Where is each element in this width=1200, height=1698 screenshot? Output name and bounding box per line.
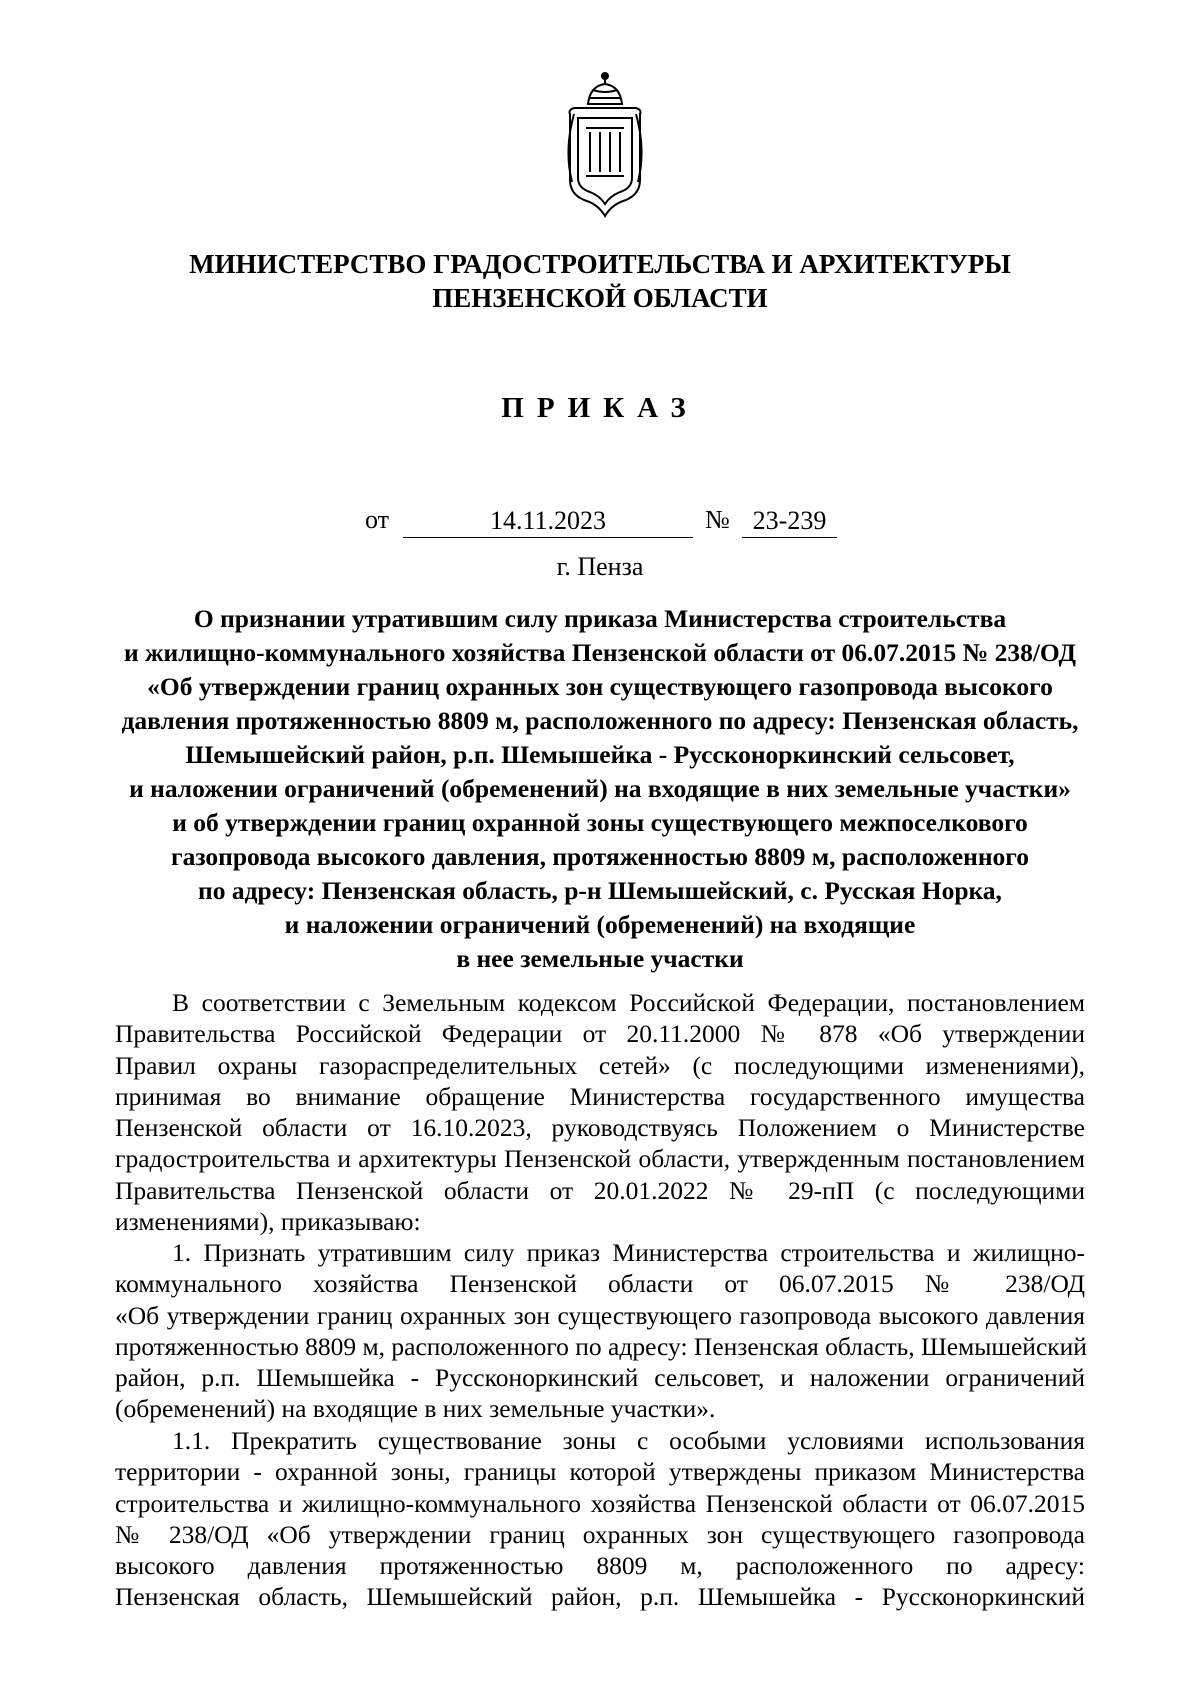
title-line: Шемышейский район, р.п. Шемышейка - Руссконоркинский сельсовет, — [185, 740, 1015, 769]
order-title — [110, 602, 1090, 976]
body-line: район, р.п. Шемышейка - Руссконоркинский сельсовет, и наложении ограничений — [115, 1363, 1085, 1393]
title-line: и об утверждении границ охранной зоны существующего межпоселкового — [172, 808, 1028, 837]
date-label: от — [365, 505, 390, 534]
number-label: № — [705, 505, 730, 534]
order-date: 14.11.2023 — [403, 505, 693, 538]
title-line: в нее земельные участки — [456, 944, 744, 973]
coat-of-arms-emblem — [560, 70, 650, 220]
title-line: и наложении ограничений (обременений) на входящие в них земельные участки» — [129, 774, 1071, 803]
ministry-name-line2: ПЕНЗЕНСКОЙ ОБЛАСТИ — [432, 283, 768, 313]
body-line: высокого давления протяженностью 8809 м, расположенного по адресу: — [115, 1551, 1085, 1581]
title-line: и жилищно-коммунального хозяйства Пензенской области от 06.07.2015 № 238/ОД — [123, 638, 1077, 667]
body-line: коммунального хозяйства Пензенской области от 06.07.2015 № 238/ОД — [115, 1269, 1085, 1299]
title-line: газопровода высокого давления, протяженностью 8809 м, расположенного — [170, 842, 1029, 871]
body-line: изменениями), приказываю: — [115, 1207, 421, 1237]
body-line: 1. Признать утратившим силу приказ Министерства строительства и жилищно- — [172, 1238, 1085, 1267]
body-line: принимая во внимание обращение Министерства государственного имущества — [115, 1081, 1085, 1111]
body-line: Пензенская область, Шемышейский район, р.п. Шемышейка - Руссконоркинский — [115, 1582, 1085, 1612]
body-line: Правил охраны газораспределительных сетей» (с последующими изменениями), — [115, 1050, 1085, 1080]
ministry-name-line1: МИНИСТЕРСТВО ГРАДОСТРОИТЕЛЬСТВА И АРХИТЕКТУРЫ — [189, 249, 1011, 279]
title-line: О признании утратившим силу приказа Министерства строительства — [193, 604, 1007, 633]
document-type-heading: ПРИКАЗ — [501, 392, 699, 424]
title-line: по адресу: Пензенская область, р-н Шемышейский, с. Русская Норка, — [198, 876, 1002, 905]
body-line: строительства и жилищно-коммунального хозяйства Пензенской области от 06.07.2015 — [115, 1488, 1085, 1518]
title-line: «Об утверждении границ охранных зон существующего газопровода высокого — [147, 672, 1053, 701]
body-line: 1.1. Прекратить существование зоны с особыми условиями использования — [172, 1426, 1085, 1455]
title-line: и наложении ограничений (обременений) на входящие — [284, 910, 916, 939]
title-line: давления протяженностью 8809 м, расположенного по адресу: Пензенская область, — [121, 706, 1079, 735]
body-line: Пензенской области от 16.10.2023, руководствуясь Положением о Министерстве — [115, 1113, 1085, 1143]
body-line: № 238/ОД «Об утверждении границ охранных зон существующего газопровода — [115, 1519, 1085, 1549]
body-line: Правительства Российской Федерации от 20.11.2000 № 878 «Об утверждении — [115, 1019, 1085, 1049]
body-line: градостроительства и архитектуры Пензенской области, утвержденным постановлением — [115, 1144, 1085, 1174]
paragraph-item-1 — [115, 1237, 1085, 1425]
paragraph-item-1-1 — [115, 1425, 1085, 1613]
body-line: территории - охранной зоны, границы которой утверждены приказом Министерства — [115, 1457, 1085, 1487]
body-line: «Об утверждении границ охранных зон существующего газопровода высокого давления — [115, 1300, 1085, 1330]
preamble-paragraph — [115, 987, 1085, 1237]
order-number: 23-239 — [742, 505, 837, 538]
body-line: протяженностью 8809 м, расположенного по адресу: Пензенская область, Шемышейский — [115, 1331, 1087, 1361]
order-date-number-row — [365, 505, 845, 541]
city-of-issue: г. Пенза — [556, 552, 644, 581]
body-line: В соответствии с Земельным кодексом Российской Федерации, постановлением — [172, 988, 1085, 1017]
body-line: Правительства Пензенской области от 20.01.2022 № 29-пП (с последующими — [115, 1175, 1085, 1205]
body-line: (обременений) на входящие в них земельные участки». — [115, 1394, 716, 1424]
